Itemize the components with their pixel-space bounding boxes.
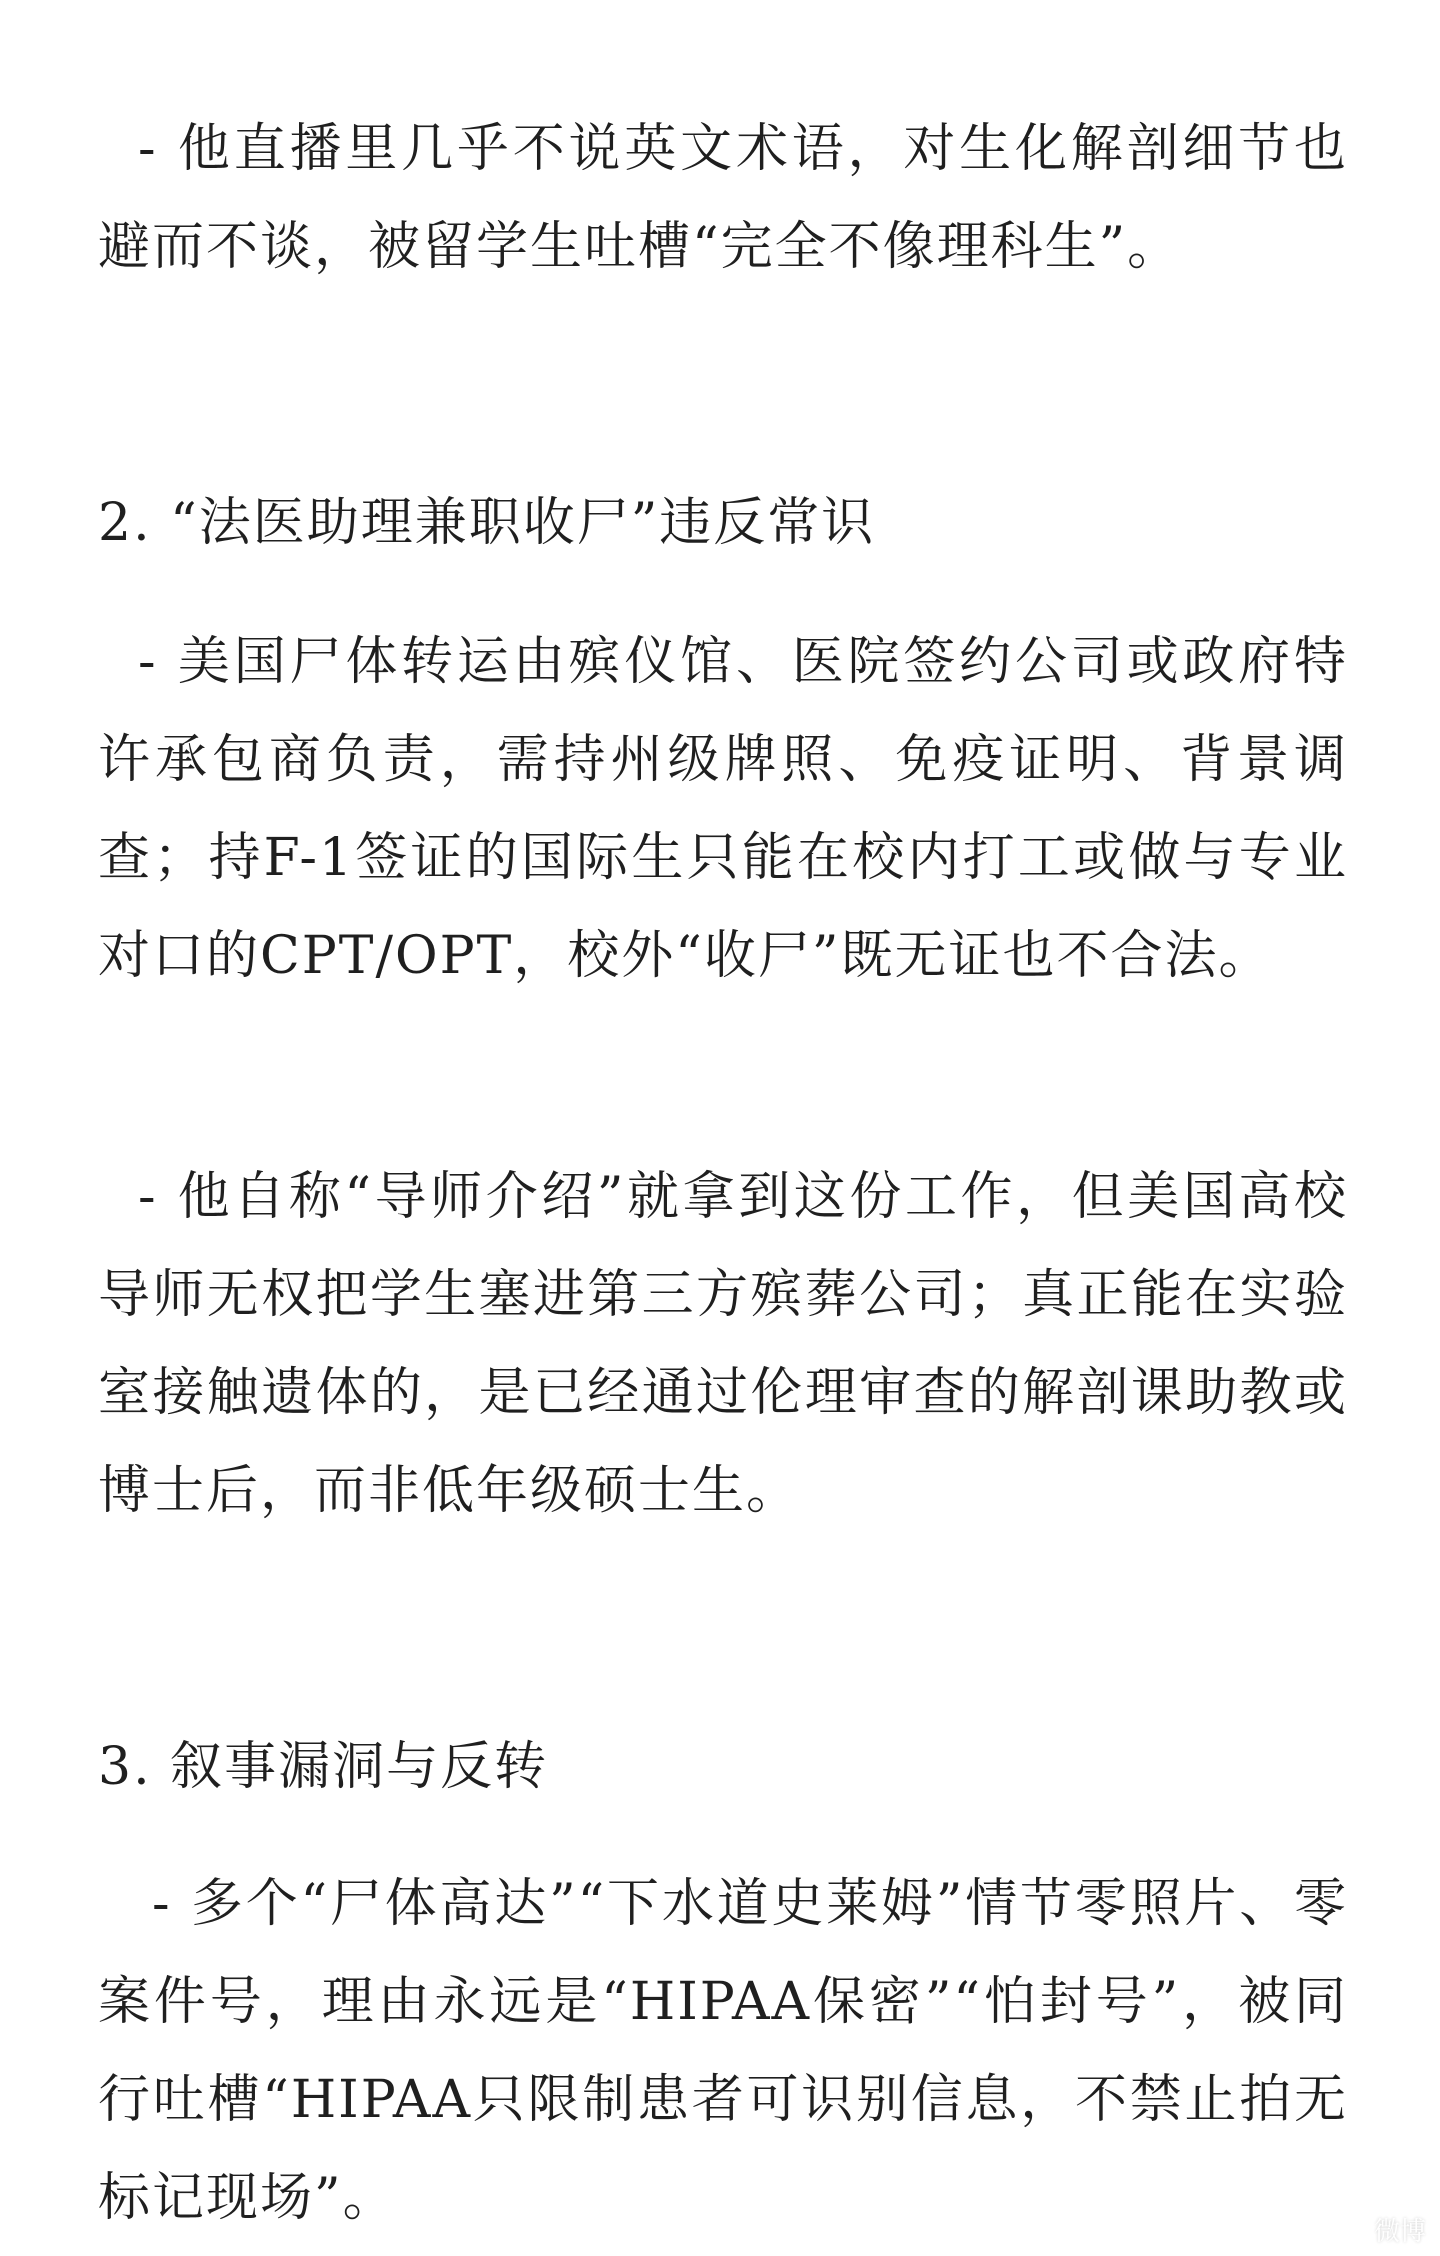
section-heading-3: 3. 叙事漏洞与反转 <box>98 1737 549 1797</box>
section-heading-2: 2. “法医助理兼职收尸”违反常识 <box>98 493 876 553</box>
paragraph-streaming-terms: - 他直播里几乎不说英文术语，对生化解剖细节也避而不谈，被留学生吐槽“完全不像理科生”。 <box>98 119 1348 277</box>
watermark: 微博 <box>1373 2217 1426 2247</box>
paragraph-narrative-holes: - 多个“尸体高达”“下水道史莱姆”情节零照片、零案件号，理由永远是“HIPAA保密”“怕封号”，被同行吐槽“HIPAA只限制患者可识别信息，不禁止拍无标记现场”。 <box>98 1874 1348 2228</box>
paragraph-advisor-claim: - 他自称“导师介绍”就拿到这份工作，但美国高校导师无权把学生塞进第三方殡葬公司；真正能在实验室接触遗体的，是已经通过伦理审查的解剖课助教或博士后，而非低年级硕士生。 <box>98 1167 1348 1521</box>
paragraph-body-transport: - 美国尸体转运由殡仪馆、医院签约公司或政府特许承包商负责，需持州级牌照、免疫证明、背景调查；持F-1签证的国际生只能在校内打工或做与专业对口的CPT/OPT，校外“收尸”既无证也不合法。 <box>98 632 1348 986</box>
